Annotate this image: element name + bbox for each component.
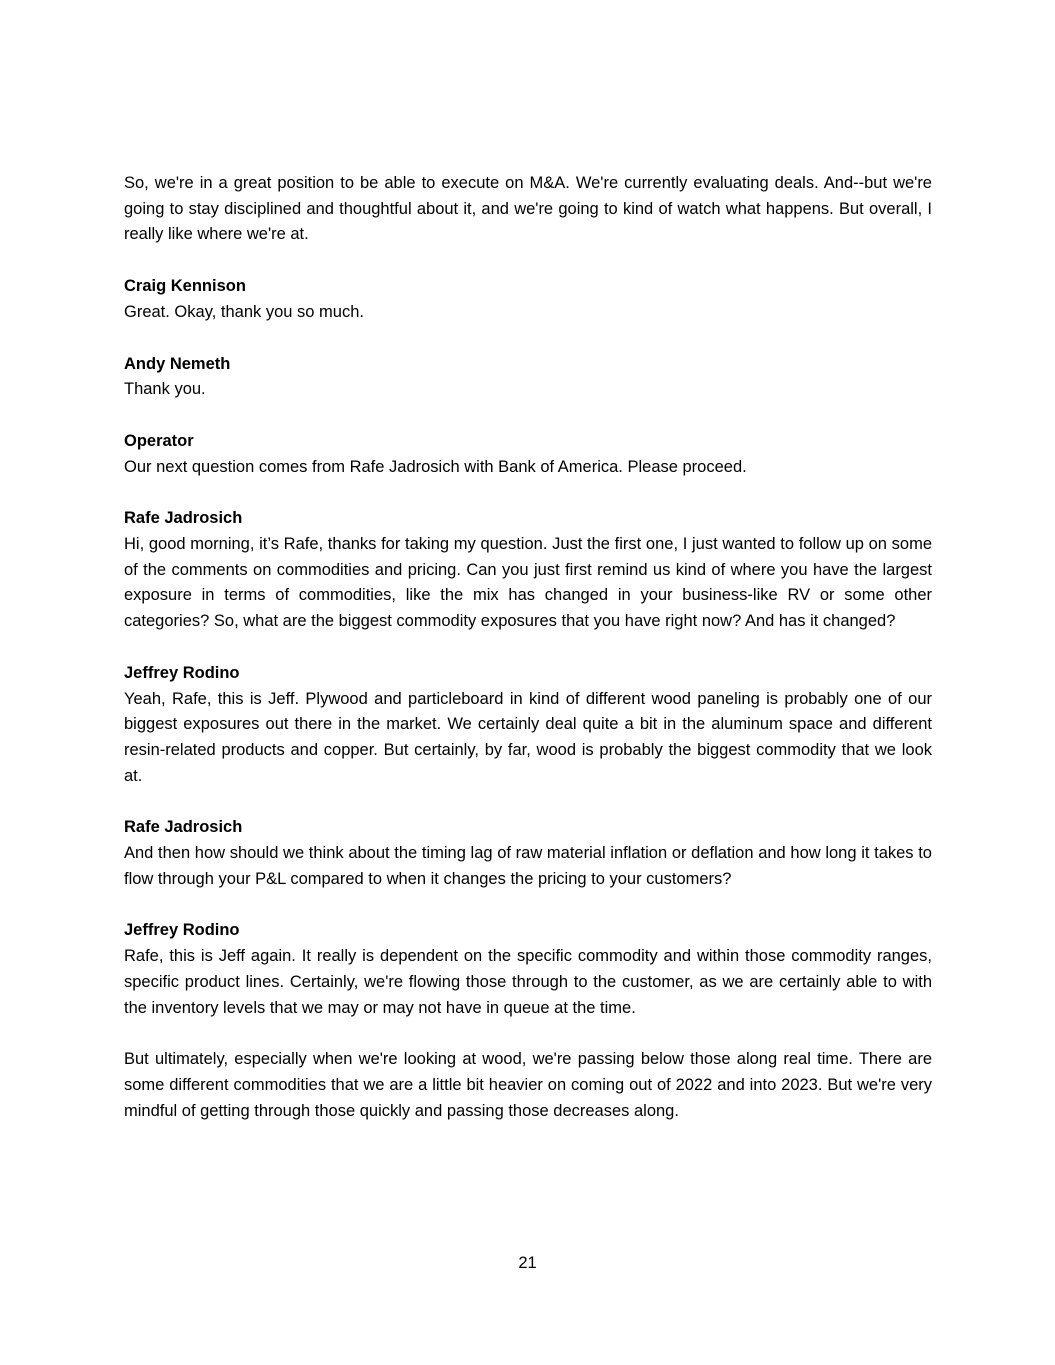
- transcript-paragraph: So, we're in a great position to be able to execute on M&A. We're currently evaluating deals. And--but we're going to stay disciplined and thoughtful about it, and we're going to kind of watch what happens. But overall, I really like where we're at.: [124, 174, 932, 244]
- transcript-paragraph: Our next question comes from Rafe Jadrosich with Bank of America. Please proceed.: [124, 457, 747, 476]
- transcript-block: [124, 661, 932, 790]
- transcript-paragraph: Great. Okay, thank you so much.: [124, 302, 364, 321]
- speaker-name: Rafe Jadrosich: [124, 509, 243, 528]
- page-number: 21: [518, 1254, 537, 1272]
- speaker-name: Andy Nemeth: [124, 354, 231, 373]
- transcript-block: [124, 171, 932, 248]
- speaker-name: Operator: [124, 431, 194, 450]
- transcript-block: [124, 429, 932, 480]
- transcript-block: [124, 506, 932, 635]
- transcript-paragraph: Thank you.: [124, 380, 206, 399]
- transcript-paragraph: Yeah, Rafe, this is Jeff. Plywood and particleboard in kind of different wood paneling is probably one of our biggest exposures out there in the market. We certainly deal quite a bit in the aluminum space and different resin-related products and copper. But certainly, by far, wood is probably the biggest commodity that we look at.: [124, 689, 932, 785]
- transcript-block: [124, 352, 932, 403]
- transcript-paragraph: And then how should we think about the timing lag of raw material inflation or deflation and how long it takes to flow through your P&L compared to when it changes the pricing to your customers?: [124, 844, 932, 888]
- transcript-paragraph: Rafe, this is Jeff again. It really is dependent on the specific commodity and within those commodity ranges, specific product lines. Certainly, we're flowing those through to the customer, as we are certainly able to with the inventory levels that we may or may not have in queue at the time.: [124, 947, 932, 1017]
- transcript-block: [124, 918, 932, 1124]
- speaker-name: Rafe Jadrosich: [124, 818, 243, 837]
- transcript-block: [124, 274, 932, 325]
- speaker-name: Jeffrey Rodino: [124, 921, 240, 940]
- speaker-name: Jeffrey Rodino: [124, 663, 240, 682]
- transcript: [124, 171, 932, 1124]
- transcript-block: [124, 815, 932, 892]
- transcript-paragraph: Hi, good morning, it’s Rafe, thanks for taking my question. Just the first one, I just wanted to follow up on some of the comments on commodities and pricing. Can you just first remind us kind of where you have the largest exposure in terms of commodities, like the mix has changed in your business-like RV or some other categories? So, what are the biggest commodity exposures that you have right now? And has it changed?: [124, 535, 932, 631]
- transcript-paragraph: But ultimately, especially when we're looking at wood, we're passing below those along real time. There are some different commodities that we are a little bit heavier on coming out of 2022 and into 2023. But we're very mindful of getting through those quickly and passing those decreases along.: [124, 1050, 932, 1120]
- speaker-name: Craig Kennison: [124, 277, 246, 296]
